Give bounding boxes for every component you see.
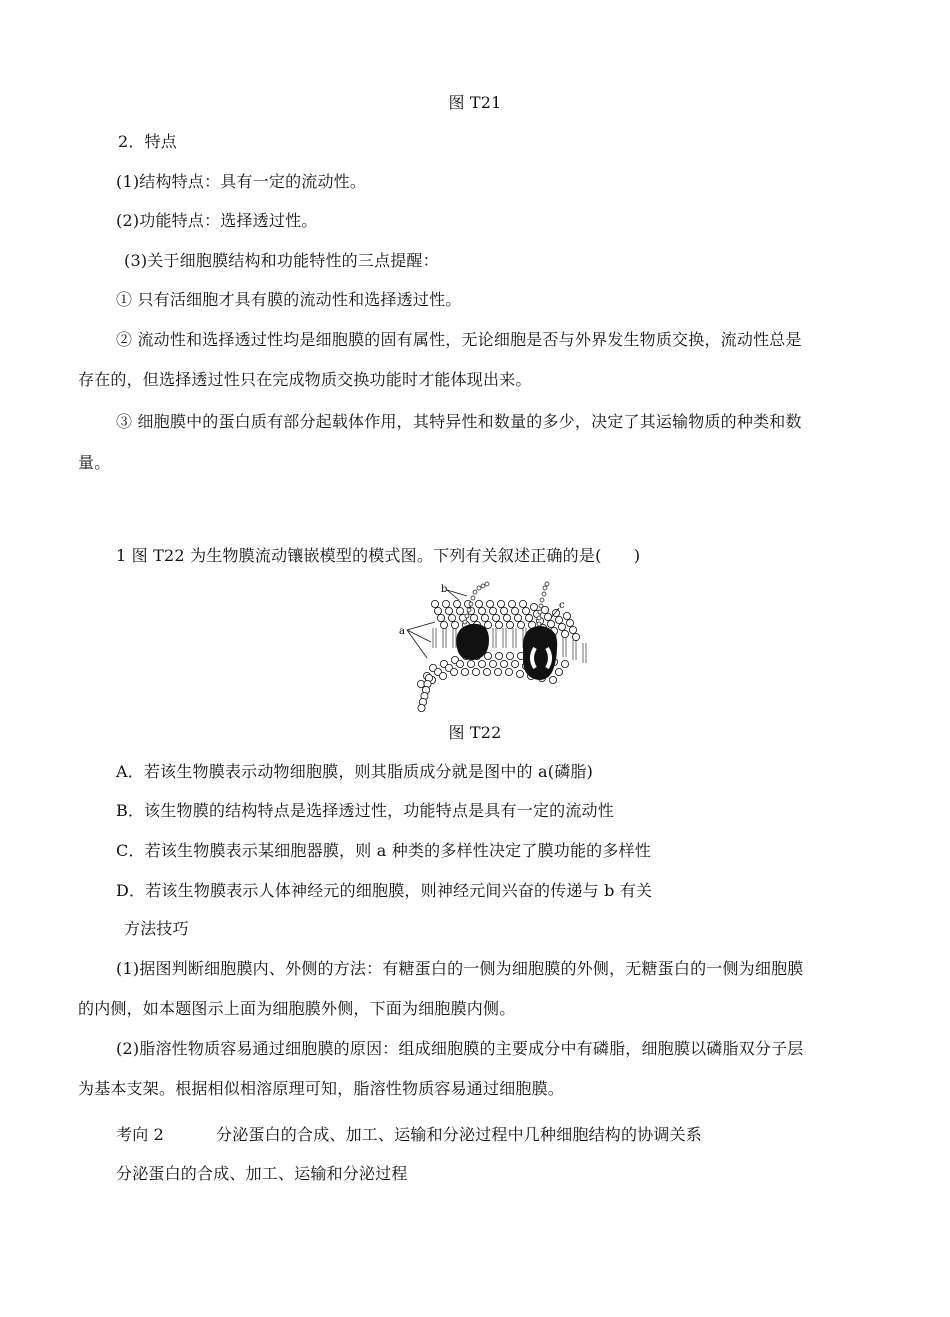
method-1-line-2: 的内侧，如本题图示上面为细胞膜外侧，下面为细胞膜内侧。 [78, 999, 516, 1018]
reminder-3-line-1: ③ 细胞膜中的蛋白质有部分起载体作用，其特异性和数量的多少，决定了其运输物质的种类和数 [116, 412, 802, 431]
direction-label: 考向 2 [116, 1125, 165, 1144]
reminder-1: ① 只有活细胞才具有膜的流动性和选择透过性。 [116, 290, 462, 309]
phospholipid-head [481, 614, 488, 621]
sugar-unit [477, 586, 481, 590]
phospholipid-head [514, 614, 521, 621]
phospholipid-head [489, 660, 496, 667]
membrane-diagram [395, 578, 595, 716]
phospholipid-head [494, 668, 501, 675]
phospholipid-head [445, 607, 452, 614]
sugar-unit [467, 608, 471, 612]
phospholipid-head [489, 607, 496, 614]
phospholipid-head [558, 623, 565, 630]
question-1: 1 图 T22 为生物膜流动镶嵌模型的模式图。下列有关叙述正确的是( ) [116, 546, 641, 565]
phospholipid-head [569, 626, 576, 633]
phospholipid-head [561, 630, 568, 637]
fluid-mosaic-model-figure [395, 578, 595, 716]
sugar-unit [465, 614, 469, 618]
phospholipid-head [497, 600, 504, 607]
phospholipid-head [448, 614, 455, 621]
channel-protein [523, 626, 557, 680]
phospholipid-head [475, 600, 482, 607]
phospholipid-head [566, 619, 573, 626]
label-a: a [399, 626, 405, 637]
phospholipid-head [519, 600, 526, 607]
phospholipid-head [456, 660, 463, 667]
phospholipid-head [505, 668, 512, 675]
phospholipid-head [483, 668, 490, 675]
phospholipid-head [511, 607, 518, 614]
sugar-unit [538, 610, 542, 614]
phospholipid-head [572, 633, 579, 640]
phospholipid-head [547, 620, 554, 627]
sugar-unit [537, 622, 541, 626]
phospholipid-head [495, 621, 502, 628]
method-2-line-2: 为基本支架。根据相似相溶原理可知，脂溶性物质容易通过细胞膜。 [78, 1079, 565, 1098]
sugar-unit [539, 604, 543, 608]
phospholipid-head [478, 660, 485, 667]
phospholipid-head [472, 668, 479, 675]
method-title: 方法技巧 [124, 919, 189, 938]
method-1-line-1: (1)据图判断细胞膜内、外侧的方法：有糖蛋白的一侧为细胞膜的外侧，无糖蛋白的一侧为细胞膜 [116, 959, 804, 978]
label-a-pointer [407, 630, 427, 658]
phospholipid-head [525, 614, 532, 621]
point-reminders: (3)关于细胞膜结构和功能特性的三点提醒： [124, 251, 439, 270]
phospholipid-head [470, 614, 477, 621]
sugar-unit [473, 590, 477, 594]
phospholipid-head [484, 621, 491, 628]
phospholipid-head [563, 612, 570, 619]
surface-protein [456, 624, 489, 660]
sugar-unit [543, 586, 547, 590]
sugar-unit [481, 584, 485, 588]
phospholipid-head [437, 614, 444, 621]
phospholipid-head [486, 600, 493, 607]
sugar-unit [540, 598, 544, 602]
reminder-2-line-2: 存在的，但选择透过性只在完成物质交换功能时才能体现出来。 [78, 370, 532, 389]
phospholipid-head [555, 616, 562, 623]
phospholipid-head [549, 676, 556, 683]
phospholipid-head [456, 607, 463, 614]
phospholipid-head [451, 621, 458, 628]
subheading: 分泌蛋白的合成、加工、运输和分泌过程 [116, 1164, 408, 1183]
phospholipid-head [453, 600, 460, 607]
phospholipid-head [442, 600, 449, 607]
option-d: D．若该生物膜表示人体神经元的细胞膜，则神经元间兴奋的传递与 b 有关 [116, 881, 653, 900]
section-title: 2．特点 [118, 132, 177, 151]
label-a-pointer [407, 622, 435, 630]
sugar-unit [537, 616, 541, 620]
phospholipid-head [506, 621, 513, 628]
figure-caption-t22: 图 T22 [448, 723, 502, 742]
reminder-3-line-2: 量。 [78, 453, 111, 472]
phospholipid-head [467, 660, 474, 667]
phospholipid-head [500, 607, 507, 614]
phospholipid-head [508, 600, 515, 607]
phospholipid-head [544, 613, 551, 620]
sugar-unit [471, 596, 475, 600]
sugar-unit [463, 620, 467, 624]
phospholipid-head [434, 607, 441, 614]
phospholipid-head [555, 668, 562, 675]
option-a: A．若该生物膜表示动物细胞膜，则其脂质成分就是图中的 a(磷脂) [116, 762, 594, 781]
phospholipid-head [461, 668, 468, 675]
phospholipid-head [440, 621, 447, 628]
phospholipid-head [484, 652, 491, 659]
phospholipid-head [517, 621, 524, 628]
phospholipid-head [418, 704, 425, 711]
reminder-2-line-1: ② 流动性和选择透过性均是细胞膜的固有属性，无论细胞是否与外界发生物质交换，流动性总是 [116, 330, 802, 349]
phospholipid-head [522, 607, 529, 614]
sugar-unit [542, 592, 546, 596]
phospholipid-head [500, 660, 507, 667]
sugar-unit [545, 582, 549, 586]
phospholipid-head [511, 660, 518, 667]
phospholipid-head [495, 652, 502, 659]
sugar-unit [485, 582, 489, 586]
label-c: c [559, 600, 565, 611]
label-a-pointer [407, 630, 431, 642]
point-function: (2)功能特点：选择透过性。 [116, 211, 318, 230]
phospholipid-head [431, 600, 438, 607]
phospholipid-head [530, 603, 537, 610]
phospholipid-head [506, 652, 513, 659]
phospholipid-head [439, 672, 446, 679]
sugar-unit [469, 602, 473, 606]
method-2-line-1: (2)脂溶性物质容易通过细胞膜的原因：组成细胞膜的主要成分中有磷脂，细胞膜以磷脂双分子层 [116, 1039, 804, 1058]
label-b: b [441, 584, 448, 595]
point-structure: (1)结构特点：具有一定的流动性。 [116, 172, 367, 191]
figure-caption-t21: 图 T21 [448, 93, 502, 112]
phospholipid-head [561, 660, 568, 667]
option-c: C．若该生物膜表示某细胞器膜，则 a 种类的多样性决定了膜功能的多样性 [116, 841, 651, 860]
phospholipid-head [492, 614, 499, 621]
phospholipid-top-layer [431, 600, 579, 640]
phospholipid-head [503, 614, 510, 621]
direction-title: 分泌蛋白的合成、加工、运输和分泌过程中几种细胞结构的协调关系 [216, 1125, 703, 1144]
option-b: B．该生物膜的结构特点是选择透过性，功能特点是具有一定的流动性 [116, 801, 614, 820]
phospholipid-head [450, 668, 457, 675]
phospholipid-head [516, 670, 523, 677]
phospholipid-head [478, 607, 485, 614]
